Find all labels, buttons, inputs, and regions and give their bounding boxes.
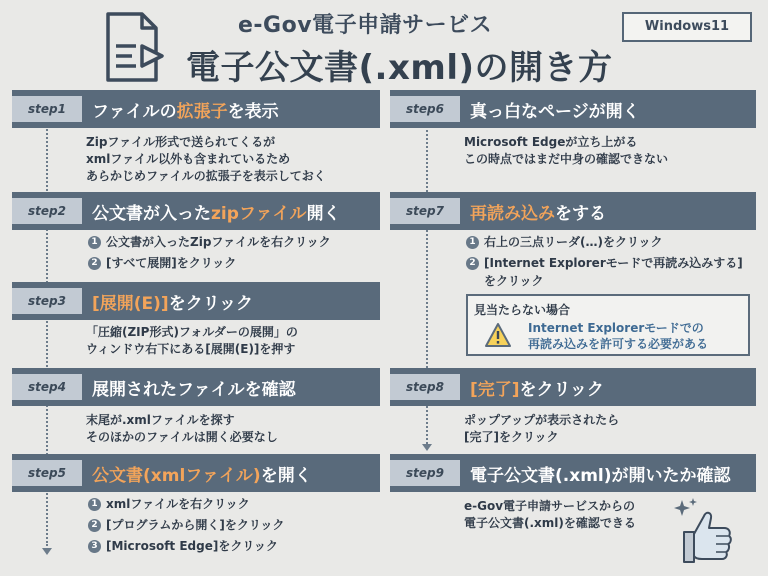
step-header-4 [12,368,380,406]
timeline-right-arrow [422,444,432,451]
step-header-5 [12,454,380,492]
list-item-continuation: をクリック [484,274,544,288]
step-title: 再読み込みをする [470,204,606,224]
warning-heading: 見当たらない場合 [474,303,571,317]
step-header-7 [390,192,756,230]
step-desc-7 [466,232,743,291]
step-tag: step1 [12,96,82,122]
list-item: 1 右上の三点リーダ(…)をクリック [466,232,743,253]
step-tag: step3 [12,288,82,314]
step-desc-9: e-Gov電子申請サービスからの 電子公文書(.xml)を確認できる [464,499,636,530]
step-header-2 [12,192,380,230]
step-desc-5 [88,494,284,557]
step-tag: step8 [390,374,460,400]
step-header-3 [12,282,380,320]
step-desc-6: Microsoft Edgeが立ち上がる この時点ではまだ中身の確認できない [464,135,669,166]
warning-body: Internet Explorerモードでの 再読み込みを許可する必要がある [528,321,709,351]
warning-box [466,294,750,356]
title-line1: e-Gov電子申請サービス [238,13,493,38]
step-tag: step2 [12,198,82,224]
step-tag: step6 [390,96,460,122]
step-title: ファイルの拡張子を表示 [92,102,279,122]
list-item: 3 [Microsoft Edge]をクリック [88,536,284,557]
step-title: 電子公文書(.xml)が開いたか確認 [470,466,731,486]
step-tag: step9 [390,460,460,486]
step-title: 公文書(xmlファイル)を開く [92,466,312,486]
timeline-left-arrow [42,548,52,555]
step-desc-1: Zipファイル形式で送られてくるが xmlファイル以外も含まれているため あらかじめファイルの拡張子を表示しておく [86,135,326,183]
step-title: 真っ白なページが開く [470,102,640,122]
step-desc-2 [88,232,331,274]
step-desc-3: 「圧縮(ZIP形式)フォルダーの展開」の ウィンドウ右下にある[展開(E)]を押す [86,325,298,356]
os-badge: Windows11 [622,12,752,42]
step-title: 展開されたファイルを確認 [92,380,296,400]
step-tag: step4 [12,374,82,400]
step-tag: step7 [390,198,460,224]
step-header-1 [12,90,380,128]
list-item: 1 公文書が入ったZipファイルを右クリック [88,232,331,253]
step-tag: step5 [12,460,82,486]
list-item: 1 xmlファイルを右クリック [88,494,284,515]
step-title: [展開(E)]をクリック [92,294,254,314]
step-header-9 [390,454,756,492]
list-item: 2 [プログラムから開く]をクリック [88,515,284,536]
step-header-8 [390,368,756,406]
step-header-6 [390,90,756,128]
step-desc-8: ポップアップが表示されたら [完了]をクリック [464,413,620,444]
step-desc-4: 末尾が.xmlファイルを探す そのほかのファイルは開く必要なし [86,413,278,444]
page-title: 電子公文書(.xml)の開き方 [186,48,613,88]
warning-triangle-icon [484,322,512,348]
list-item: 2 [Internet Explorerモードで再読み込みする] [466,253,743,274]
list-item: 2 [すべて展開]をクリック [88,253,331,274]
thumbs-up-icon [674,496,734,566]
header [0,0,768,88]
document-arrow-icon [102,10,166,84]
step-title: [完了]をクリック [470,380,604,400]
step-title: 公文書が入ったzipファイル開く [92,204,341,224]
